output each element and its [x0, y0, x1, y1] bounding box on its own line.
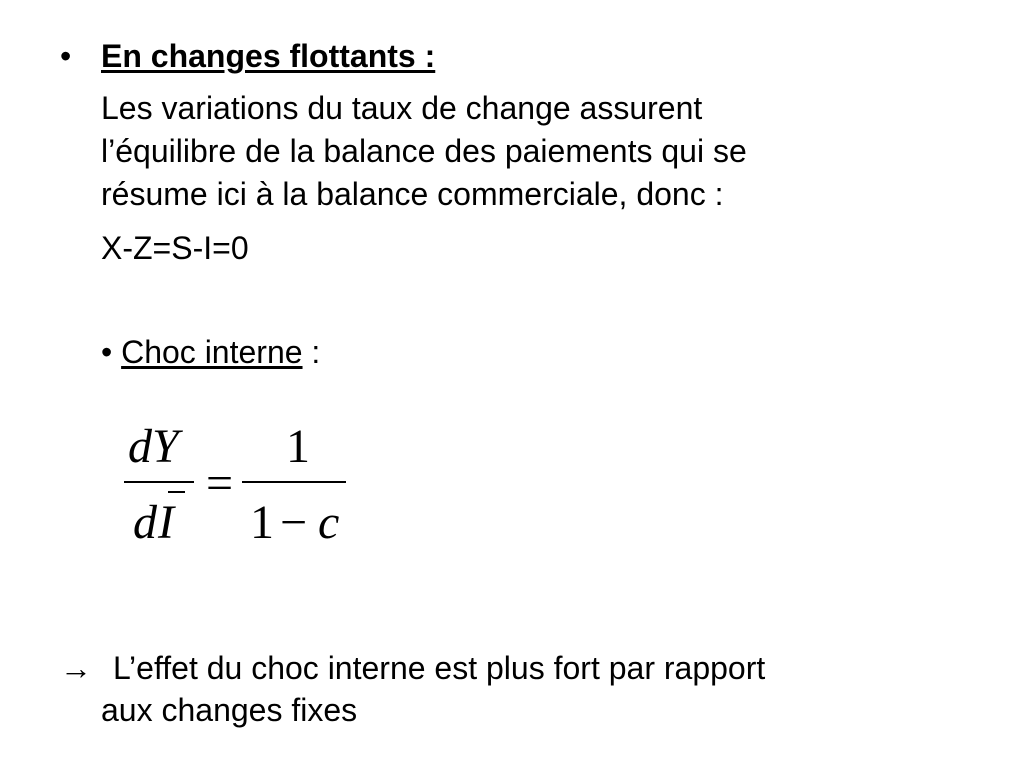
equation-numerator-left: dY: [128, 420, 179, 473]
conclusion-line-1: L’effet du choc interne est plus fort par rapport: [113, 650, 766, 686]
equation-denominator-right-minus: −: [280, 496, 308, 549]
sub-bullet-dot: •: [101, 334, 113, 370]
sub-bullet-suffix: :: [302, 334, 321, 370]
section-heading: En changes flottants :: [101, 38, 436, 74]
body-line-3: résume ici à la balance commerciale, donc :: [101, 176, 724, 212]
sub-bullet-choc-interne: [101, 332, 320, 373]
equation-equals-sign: =: [206, 457, 234, 510]
body-line-2: l’équilibre de la balance des paiements qui se: [101, 133, 747, 169]
arrow-icon: →: [60, 650, 92, 686]
equation-denominator-right-var: c: [318, 496, 340, 549]
equation-numerator-right: 1: [286, 420, 310, 473]
body-line-1: Les variations du taux de change assurent: [101, 90, 703, 126]
equation-denominator-left-d: d: [133, 496, 157, 549]
equation-denominator-left-var: I: [158, 496, 174, 549]
conclusion-line-2: aux changes fixes: [101, 692, 358, 728]
equation-denominator-right-one: 1: [250, 496, 274, 549]
equilibrium-formula: X-Z=S-I=0: [101, 230, 249, 266]
sub-bullet-label: Choc interne: [121, 334, 303, 370]
bullet-dot: •: [60, 38, 72, 74]
